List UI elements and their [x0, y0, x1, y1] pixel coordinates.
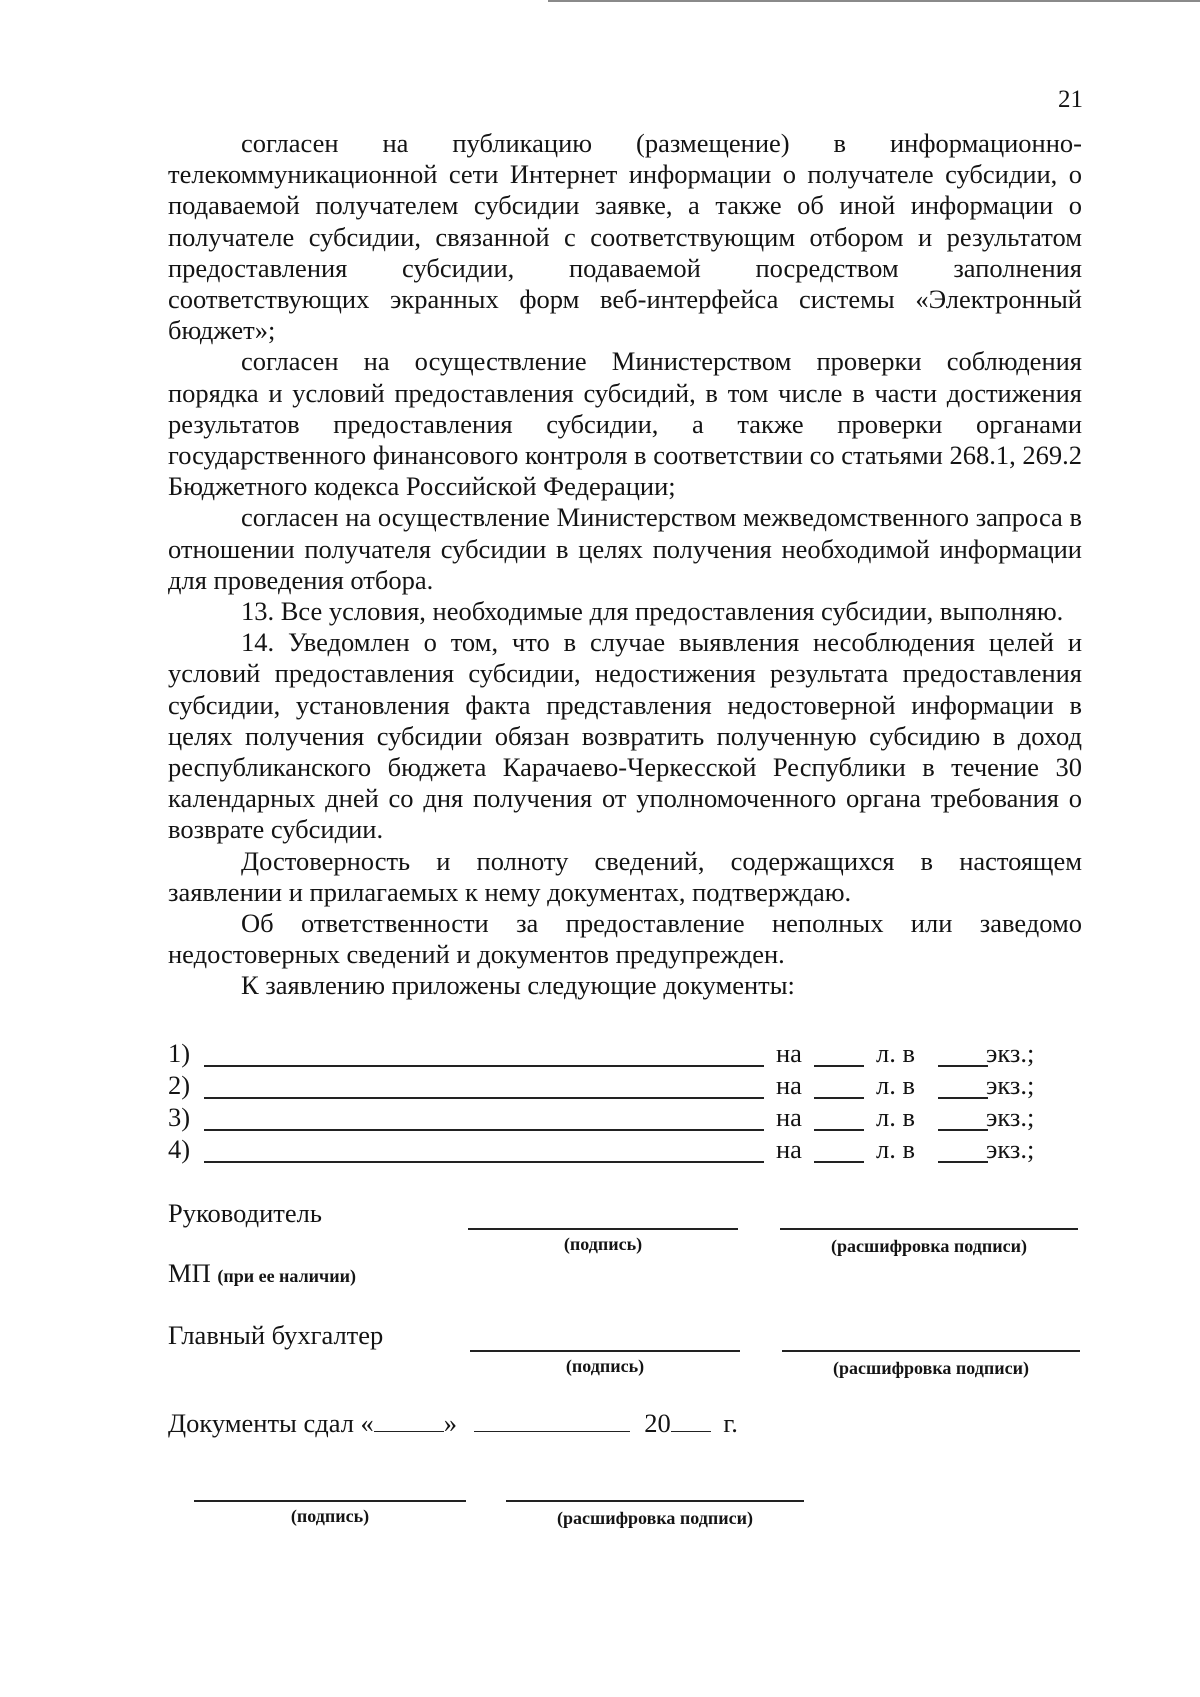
attachment-on-label: на	[776, 1070, 802, 1100]
stamp-note: (при ее наличии)	[217, 1266, 356, 1286]
attachment-sheets-label: л. в	[876, 1038, 915, 1068]
attachment-copies-field[interactable]	[938, 1065, 988, 1067]
attachment-number: 1)	[168, 1038, 191, 1068]
attachment-copies-field[interactable]	[938, 1097, 988, 1099]
attachment-on-label: на	[776, 1038, 802, 1068]
paragraph-attachments-intro: К заявлению приложены следующие документы:	[241, 970, 795, 1001]
receiver-decoding-field[interactable]	[506, 1500, 804, 1502]
attachment-on-label: на	[776, 1102, 802, 1132]
attachment-title-field[interactable]	[204, 1097, 764, 1099]
attachment-row	[168, 1038, 1048, 1070]
attachment-pages-field[interactable]	[814, 1097, 864, 1099]
submission-prefix: Документы сдал «	[168, 1408, 374, 1438]
head-label: Руководитель	[168, 1198, 322, 1228]
paragraph-item-13: 13. Все условия, необходимые для предоставления субсидии, выполняю.	[241, 596, 1064, 627]
stamp-label	[168, 1258, 356, 1289]
attachment-row	[168, 1070, 1048, 1102]
attachment-on-label: на	[776, 1134, 802, 1164]
paragraph-consent-inspection: согласен на осуществление Министерством проверки соблюдения порядка и условий предоставления субсидий, в том числе в части достижения результатов предоставления субсидии, а также проверки органами государственного финансового контроля в соответствии со статьями 268.1, 269.2 Бюджетного кодекса Российской Федерации;	[168, 346, 1082, 502]
top-border-line	[548, 0, 1200, 2]
attachment-row	[168, 1102, 1048, 1134]
stamp-abbreviation: МП	[168, 1258, 211, 1288]
head-decoding-caption: (расшифровка подписи)	[831, 1236, 1027, 1256]
attachment-pages-field[interactable]	[814, 1129, 864, 1131]
attachment-pages-field[interactable]	[814, 1161, 864, 1163]
attachment-copies-label: экз.;	[986, 1038, 1035, 1068]
attachment-copies-label: экз.;	[986, 1134, 1035, 1164]
paragraph-consent-request: согласен на осуществление Министерством межведомственного запроса в отношении получателя субсидии в целях получения необходимой информации для проведения отбора.	[168, 502, 1082, 595]
accountant-signature-caption: (подпись)	[565, 1356, 645, 1376]
paragraph-consent-publication: согласен на публикацию (размещение) в информационно- телекоммуникационной сети Интернет информации о получателе субсидии, о подаваемой получателем субсидии заявке, а также об иной информации о получателе субсидии, связанной с соответствующим отбором и результатом предоставления субсидии, подаваемой посредством заполнения соответствующих экранных форм веб-интерфейса системы «Электронный бюджет»;	[168, 128, 1082, 346]
attachment-sheets-label: л. в	[876, 1102, 915, 1132]
submission-year-prefix: 20	[644, 1408, 671, 1438]
attachment-copies-field[interactable]	[938, 1161, 988, 1163]
accountant-decoding-field[interactable]	[782, 1350, 1080, 1352]
submission-month-field[interactable]	[474, 1407, 630, 1432]
submission-year-field[interactable]	[671, 1407, 711, 1432]
receiver-signature-field[interactable]	[194, 1500, 466, 1502]
attachment-number: 3)	[168, 1102, 191, 1132]
attachment-sheets-label: л. в	[876, 1134, 915, 1164]
submission-year-suffix: г.	[723, 1408, 738, 1438]
receiver-signature-caption: (подпись)	[290, 1506, 370, 1526]
receiver-decoding-caption: (расшифровка подписи)	[557, 1508, 753, 1528]
accountant-label: Главный бухгалтер	[168, 1320, 384, 1350]
head-signature-caption: (подпись)	[563, 1234, 643, 1254]
submission-day-field[interactable]	[374, 1407, 444, 1432]
document-body	[168, 128, 1082, 1002]
submission-line	[168, 1407, 738, 1439]
page-number: 21	[1058, 86, 1083, 113]
attachment-copies-label: экз.;	[986, 1070, 1035, 1100]
submission-quote-close: »	[443, 1408, 458, 1438]
head-decoding-field[interactable]	[780, 1228, 1078, 1230]
attachment-title-field[interactable]	[204, 1161, 764, 1163]
attachment-number: 2)	[168, 1070, 191, 1100]
attachment-pages-field[interactable]	[814, 1065, 864, 1067]
accountant-decoding-caption: (расшифровка подписи)	[833, 1358, 1029, 1378]
attachment-copies-label: экз.;	[986, 1102, 1035, 1132]
paragraph-item-14: 14. Уведомлен о том, что в случае выявления несоблюдения целей и условий предоставления субсидии, недостижения результата предоставления субсидии, установления факта представления недостоверной информации в целях получения субсидии обязан возвратить полученную субсидию в доход республиканского бюджета Карачаево-Черкесской Республики в течение 30 календарных дней со дня получения от уполномоченного органа требования о возврате субсидии.	[168, 627, 1082, 845]
accountant-signature-field[interactable]	[470, 1350, 740, 1352]
attachment-copies-field[interactable]	[938, 1129, 988, 1131]
attachment-sheets-label: л. в	[876, 1070, 915, 1100]
attachment-row	[168, 1134, 1048, 1166]
attachment-title-field[interactable]	[204, 1129, 764, 1131]
paragraph-confirmation: Достоверность и полноту сведений, содержащихся в настоящем заявлении и прилагаемых к нему документах, подтверждаю.	[168, 845, 1082, 907]
paragraph-responsibility: Об ответственности за предоставление неполных или заведомо недостоверных сведений и документов предупрежден.	[168, 908, 1082, 970]
head-signature-field[interactable]	[468, 1228, 738, 1230]
attachment-list	[168, 1038, 1048, 1166]
attachment-title-field[interactable]	[204, 1065, 764, 1067]
attachment-number: 4)	[168, 1134, 191, 1164]
